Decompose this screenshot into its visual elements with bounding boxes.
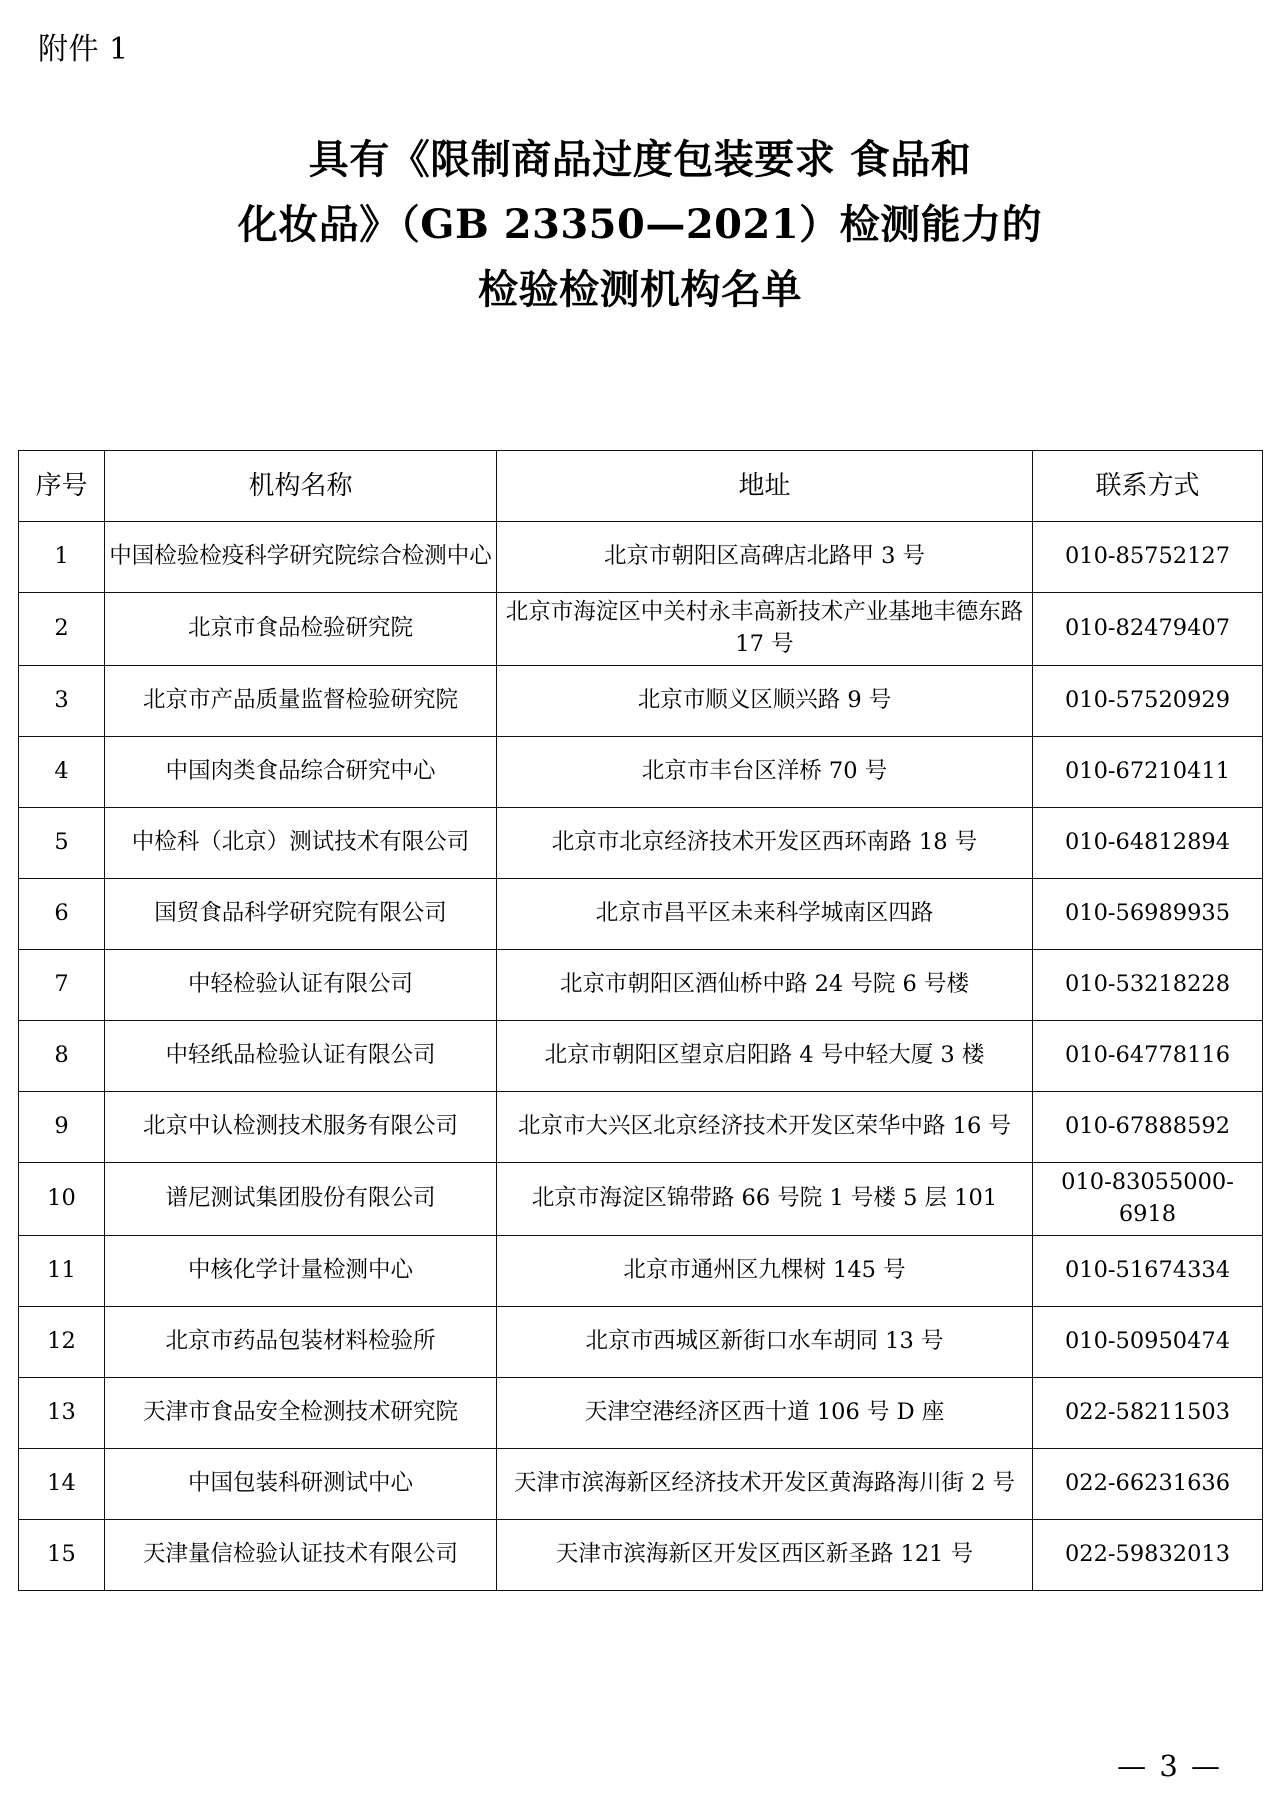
cell-organization: 北京市药品包装材料检验所	[105, 1306, 497, 1377]
cell-address: 北京市海淀区中关村永丰高新技术产业基地丰德东路 17 号	[497, 593, 1033, 666]
cell-address: 天津空港经济区西十道 106 号 D 座	[497, 1377, 1033, 1448]
cell-address: 北京市北京经济技术开发区西环南路 18 号	[497, 807, 1033, 878]
cell-contact: 022-59832013	[1033, 1519, 1263, 1590]
table-header	[19, 451, 1263, 522]
cell-contact: 010-82479407	[1033, 593, 1263, 666]
cell-index: 8	[19, 1020, 105, 1091]
cell-index: 14	[19, 1448, 105, 1519]
cell-index: 13	[19, 1377, 105, 1448]
cell-contact: 010-57520929	[1033, 665, 1263, 736]
cell-organization: 北京中认检测技术服务有限公司	[105, 1091, 497, 1162]
cell-organization: 中国检验检疫科学研究院综合检测中心	[105, 522, 497, 593]
cell-organization: 中国肉类食品综合研究中心	[105, 736, 497, 807]
institution-table-container	[18, 450, 1262, 1591]
cell-index: 2	[19, 593, 105, 666]
column-header-address: 地址	[497, 451, 1033, 522]
attachment-label: 附件 1	[38, 32, 129, 67]
cell-address: 北京市丰台区洋桥 70 号	[497, 736, 1033, 807]
cell-organization: 中核化学计量检测中心	[105, 1235, 497, 1306]
cell-address: 北京市朝阳区望京启阳路 4 号中轻大厦 3 楼	[497, 1020, 1033, 1091]
cell-address: 北京市顺义区顺兴路 9 号	[497, 665, 1033, 736]
table-row	[19, 1377, 1263, 1448]
column-header-index: 序号	[19, 451, 105, 522]
cell-organization: 国贸食品科学研究院有限公司	[105, 878, 497, 949]
table-row	[19, 807, 1263, 878]
table-row	[19, 878, 1263, 949]
table-row	[19, 1091, 1263, 1162]
cell-organization: 天津市食品安全检测技术研究院	[105, 1377, 497, 1448]
cell-organization: 谱尼测试集团股份有限公司	[105, 1162, 497, 1235]
table-row	[19, 665, 1263, 736]
cell-organization: 中轻检验认证有限公司	[105, 949, 497, 1020]
cell-contact: 010-56989935	[1033, 878, 1263, 949]
cell-organization: 天津量信检验认证技术有限公司	[105, 1519, 497, 1590]
institution-table	[18, 450, 1263, 1591]
cell-index: 9	[19, 1091, 105, 1162]
cell-contact: 010-50950474	[1033, 1306, 1263, 1377]
cell-contact: 010-67888592	[1033, 1091, 1263, 1162]
cell-contact: 010-64778116	[1033, 1020, 1263, 1091]
cell-organization: 中轻纸品检验认证有限公司	[105, 1020, 497, 1091]
table-row	[19, 1162, 1263, 1235]
cell-address: 北京市朝阳区高碑店北路甲 3 号	[497, 522, 1033, 593]
table-body	[19, 522, 1263, 1591]
table-row	[19, 593, 1263, 666]
cell-index: 12	[19, 1306, 105, 1377]
cell-index: 10	[19, 1162, 105, 1235]
cell-contact: 010-64812894	[1033, 807, 1263, 878]
cell-contact: 010-51674334	[1033, 1235, 1263, 1306]
table-row	[19, 1235, 1263, 1306]
cell-organization: 北京市食品检验研究院	[105, 593, 497, 666]
cell-address: 北京市朝阳区酒仙桥中路 24 号院 6 号楼	[497, 949, 1033, 1020]
cell-index: 15	[19, 1519, 105, 1590]
table-row	[19, 1448, 1263, 1519]
cell-address: 北京市海淀区锦带路 66 号院 1 号楼 5 层 101	[497, 1162, 1033, 1235]
cell-address: 天津市滨海新区开发区西区新圣路 121 号	[497, 1519, 1033, 1590]
cell-address: 北京市西城区新街口水车胡同 13 号	[497, 1306, 1033, 1377]
table-header-row	[19, 451, 1263, 522]
column-header-contact: 联系方式	[1033, 451, 1263, 522]
column-header-organization: 机构名称	[105, 451, 497, 522]
cell-contact: 022-58211503	[1033, 1377, 1263, 1448]
cell-index: 7	[19, 949, 105, 1020]
table-row	[19, 1020, 1263, 1091]
page-title	[110, 128, 1170, 322]
cell-contact: 010-53218228	[1033, 949, 1263, 1020]
page-title-line-3: 检验检测机构名单	[478, 265, 802, 313]
cell-index: 11	[19, 1235, 105, 1306]
cell-address: 北京市昌平区未来科学城南区四路	[497, 878, 1033, 949]
cell-contact: 022-66231636	[1033, 1448, 1263, 1519]
table-row	[19, 1306, 1263, 1377]
cell-organization: 中国包装科研测试中心	[105, 1448, 497, 1519]
table-row	[19, 1519, 1263, 1590]
cell-organization: 中检科（北京）测试技术有限公司	[105, 807, 497, 878]
cell-contact: 010-67210411	[1033, 736, 1263, 807]
cell-index: 4	[19, 736, 105, 807]
cell-index: 3	[19, 665, 105, 736]
page-number: — 3 —	[1117, 1749, 1222, 1783]
cell-organization: 北京市产品质量监督检验研究院	[105, 665, 497, 736]
table-row	[19, 522, 1263, 593]
cell-address: 天津市滨海新区经济技术开发区黄海路海川街 2 号	[497, 1448, 1033, 1519]
cell-index: 1	[19, 522, 105, 593]
page-title-line-1: 具有《限制商品过度包装要求 食品和	[308, 136, 972, 183]
table-row	[19, 736, 1263, 807]
page-title-line-2: 化妆品》（GB 23350—2021）检测能力的	[237, 200, 1043, 248]
cell-index: 5	[19, 807, 105, 878]
table-row	[19, 949, 1263, 1020]
cell-address: 北京市通州区九棵树 145 号	[497, 1235, 1033, 1306]
cell-index: 6	[19, 878, 105, 949]
cell-contact: 010-83055000-6918	[1033, 1162, 1263, 1235]
cell-contact: 010-85752127	[1033, 522, 1263, 593]
cell-address: 北京市大兴区北京经济技术开发区荣华中路 16 号	[497, 1091, 1033, 1162]
